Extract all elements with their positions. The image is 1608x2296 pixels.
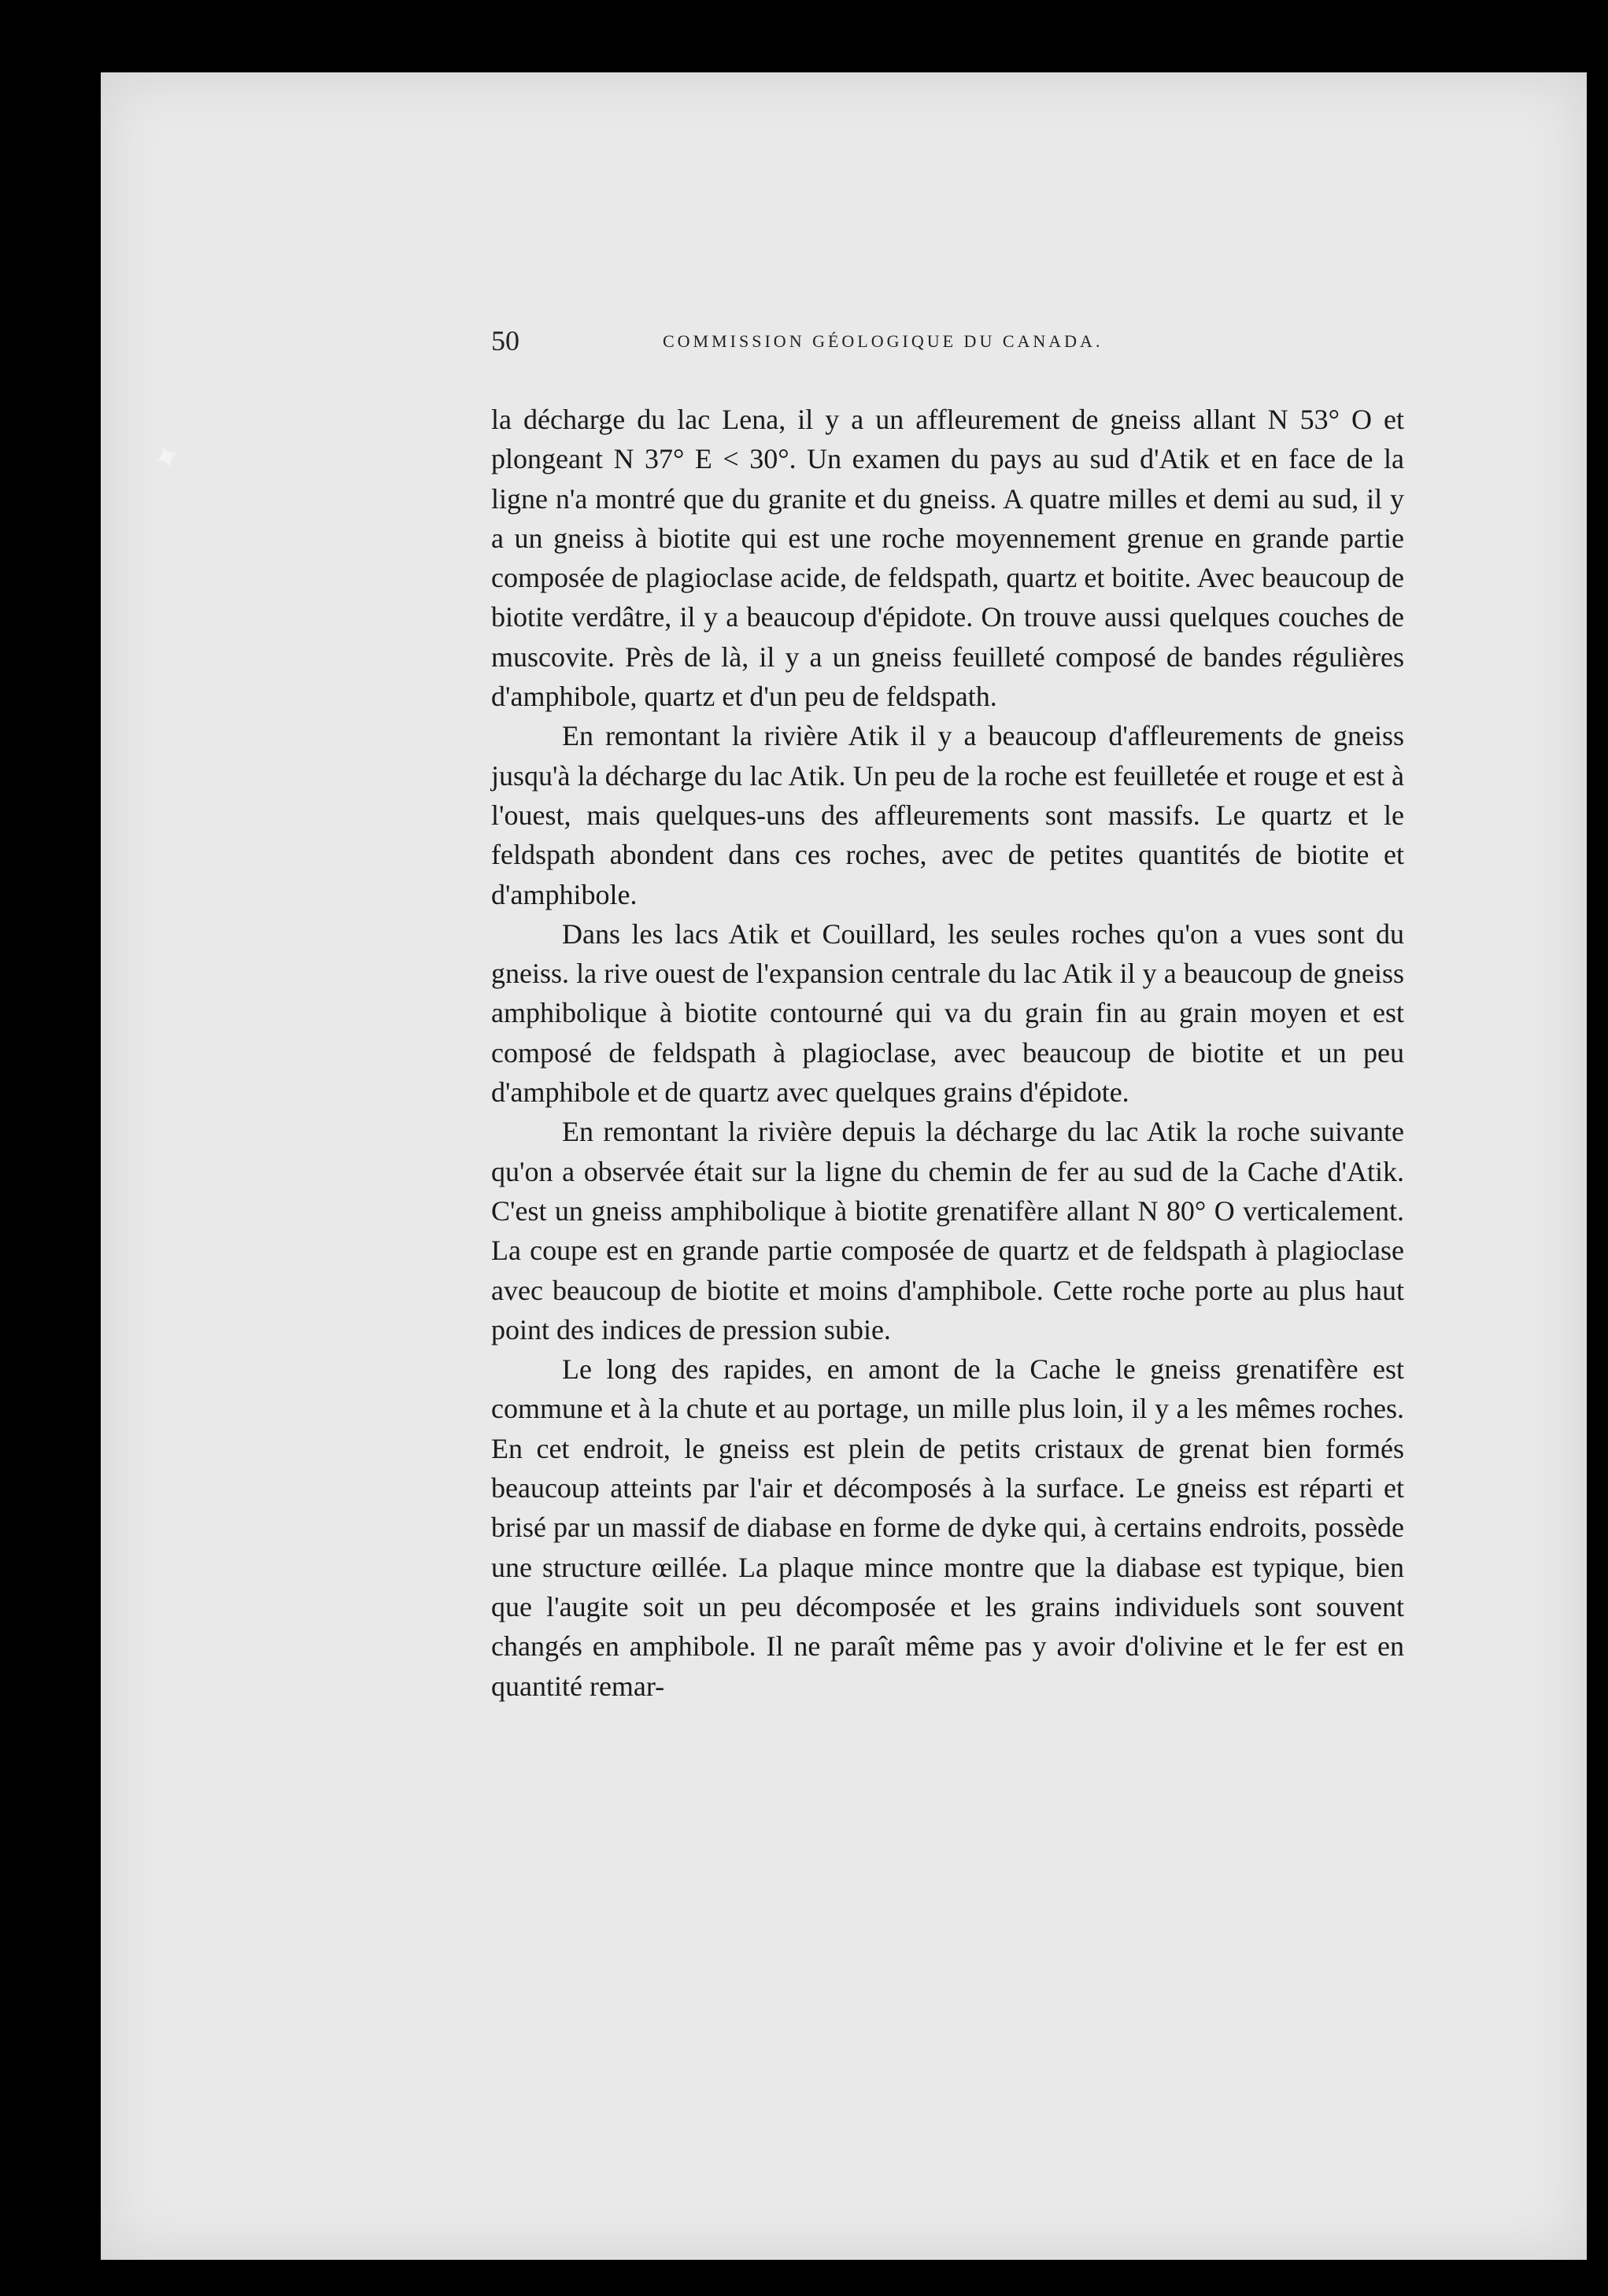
running-header bbox=[491, 321, 1404, 360]
paragraph: Le long des rapides, en amont de la Cache le gneiss grenatifère est commune et à la chute et au portage, un mille plus loin, il y a les mêmes roches. En cet endroit, le gneiss est plein de petits cristaux de grenat bien formés beaucoup atteints par l'air et décomposés à la surface. Le gneiss est réparti et brisé par un massif de diabase en forme de dyke qui, à certains endroits, possède une structure œillée. La plaque mince montre que la diabase est typique, bien que l'augite soit un peu décomposée et les grains individuels sont souvent changés en amphibole. Il ne paraît même pas y avoir d'olivine et le fer est en quantité remar- bbox=[491, 1353, 1404, 1702]
header-title: COMMISSION GÉOLOGIQUE DU CANADA. bbox=[663, 331, 1103, 351]
scan-speck-mark: ✦ bbox=[146, 434, 188, 482]
paragraph: la décharge du lac Lena, il y a un affleurement de gneiss allant N 53° O et plongeant N 37° E < 30°. Un examen du pays au sud d'Atik et en face de la ligne n'a montré que du granite et du gneiss. A quatre milles et demi au sud, il y a un gneiss à biotite qui est une roche moyennement grenue en grande partie composée de plagioclase acide, de feldspath, quartz et boitite. Avec beaucoup de biotite verdâtre, il y a beaucoup d'épidote. On trouve aussi quelques couches de muscovite. Près de là, il y a un gneiss feuilleté composé de bandes régulières d'amphibole, quartz et d'un peu de feldspath. bbox=[491, 404, 1404, 713]
paragraph: Dans les lacs Atik et Couillard, les seules roches qu'on a vues sont du gneiss. la rive ouest de l'expansion centrale du lac Atik il y a beaucoup de gneiss amphibolique à biotite contourné qui va du grain fin au grain moyen et est composé de feldspath à plagioclase, avec beaucoup de biotite et un peu d'amphibole et de quartz avec quelques grains d'épidote. bbox=[491, 917, 1404, 1109]
page-number: 50 bbox=[491, 325, 519, 356]
paragraph: En remontant la rivière depuis la décharge du lac Atik la roche suivante qu'on a observée était sur la ligne du chemin de fer au sud de la Cache d'Atik. C'est un gneiss amphibolique à biotite grenatifère allant N 80° O verticalement. La coupe est en grande partie composée de quartz et de feldspath à plagioclase avec beaucoup de biotite et moins d'amphibole. Cette roche porte au plus haut point des indices de pression subie. bbox=[491, 1116, 1404, 1345]
paragraph: En remontant la rivière Atik il y a beaucoup d'affleurements de gneiss jusqu'à la décharge du lac Atik. Un peu de la roche est feuilletée et rouge et est à l'ouest, mais quelques-uns des affleurements sont massifs. Le quartz et le feldspath abondent dans ces roches, avec de petites quantités de biotite et d'amphibole. bbox=[491, 720, 1404, 910]
body-text bbox=[491, 400, 1404, 1706]
